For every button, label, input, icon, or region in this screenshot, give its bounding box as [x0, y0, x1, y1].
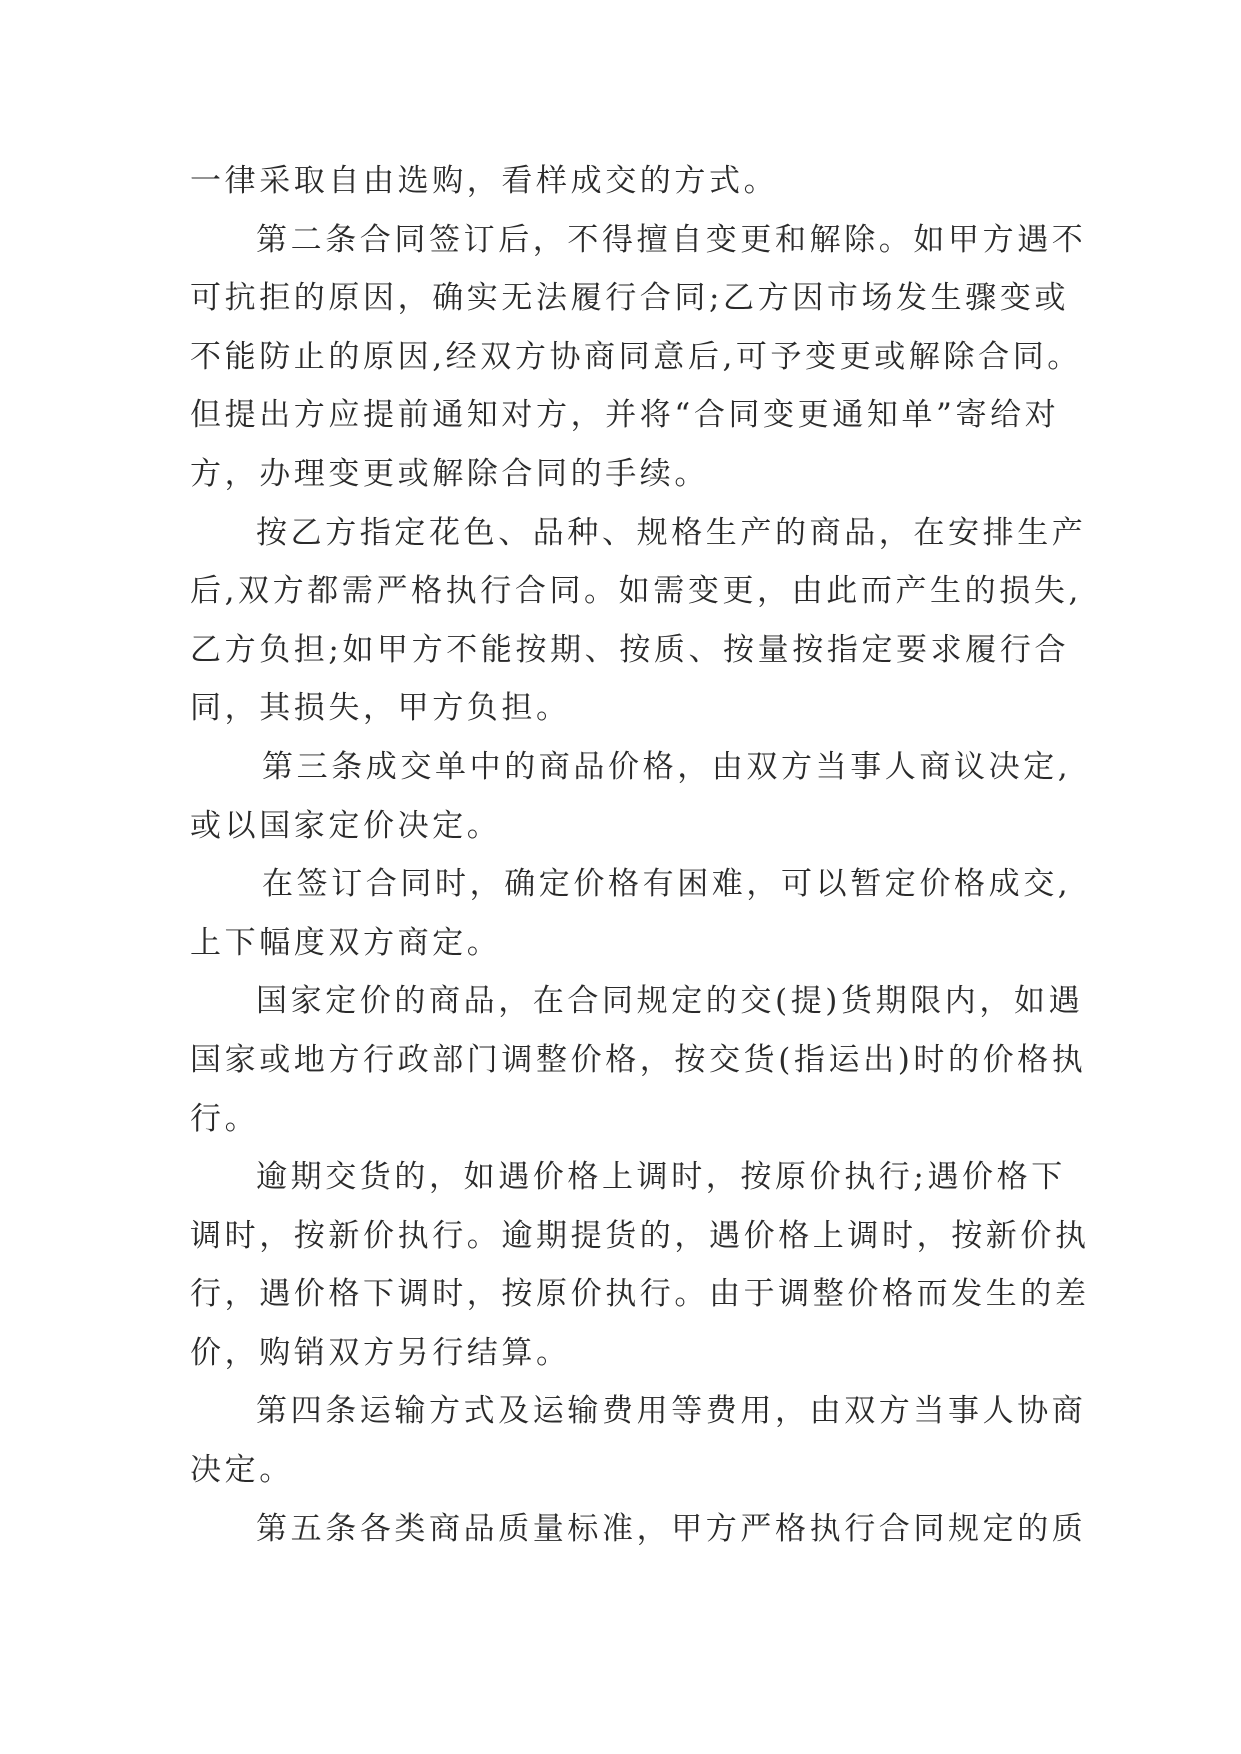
text-line: 第二条合同签订后，不得擅自变更和解除。如甲方遇不 — [256, 221, 1087, 258]
text-line: 决定。 — [190, 1452, 294, 1489]
text-line: 或以国家定价决定。 — [190, 807, 502, 844]
text-line: 方，办理变更或解除合同的手续。 — [190, 455, 709, 492]
text-line: 逾期交货的，如遇价格上调时，按原价执行;遇价格下 — [256, 1159, 1066, 1196]
text-line: 但提出方应提前通知对方，并将“合同变更通知单”寄给对 — [190, 397, 1060, 434]
text-line: 按乙方指定花色、品种、规格生产的商品，在安排生产 — [256, 514, 1087, 551]
text-line: 行。 — [190, 1100, 260, 1137]
text-line: 可抗拒的原因，确实无法履行合同;乙方因市场发生骤变或 — [190, 280, 1070, 317]
paragraph — [190, 855, 1072, 972]
text-line: 在签订合同时，确定价格有困难，可以暂定价格成交, — [262, 866, 1072, 903]
paragraph — [190, 1148, 1090, 1382]
text-line: 行，遇价格下调时，按原价执行。由于调整价格而发生的差 — [190, 1276, 1090, 1313]
paragraph-article-3 — [190, 738, 1072, 855]
paragraph-article-4 — [190, 1382, 1087, 1499]
text-line: 第三条成交单中的商品价格，由双方当事人商议决定, — [262, 748, 1072, 785]
text-line: 第四条运输方式及运输费用等费用，由双方当事人协商 — [256, 1393, 1087, 1430]
text-line: 上下幅度双方商定。 — [190, 924, 502, 961]
text-line: 不能防止的原因,经双方协商同意后,可予变更或解除合同。 — [190, 338, 1082, 375]
text-line: 一律采取自由选购，看样成交的方式。 — [190, 163, 779, 199]
text-line: 国家或地方行政部门调整价格，按交货(指运出)时的价格执 — [190, 1041, 1087, 1078]
text-line: 后,双方都需严格执行合同。如需变更，由此而产生的损失, — [190, 573, 1082, 610]
text-line: 同，其损失，甲方负担。 — [190, 690, 571, 727]
paragraph — [190, 504, 1087, 738]
paragraph-article-2 — [190, 211, 1087, 504]
text-line: 调时，按新价执行。逾期提货的，遇价格上调时，按新价执 — [190, 1217, 1090, 1254]
text-line: 第五条各类商品质量标准，甲方严格执行合同规定的质 — [256, 1510, 1087, 1547]
text-line: 国家定价的商品，在合同规定的交(提)货期限内，如遇 — [256, 983, 1084, 1020]
contract-body — [190, 152, 1090, 1558]
paragraph — [190, 152, 1060, 211]
text-line: 价，购销双方另行结算。 — [190, 1334, 571, 1371]
paragraph-article-5 — [190, 1500, 1087, 1559]
text-line: 乙方负担;如甲方不能按期、按质、按量按指定要求履行合 — [190, 631, 1070, 668]
paragraph — [190, 972, 1087, 1148]
